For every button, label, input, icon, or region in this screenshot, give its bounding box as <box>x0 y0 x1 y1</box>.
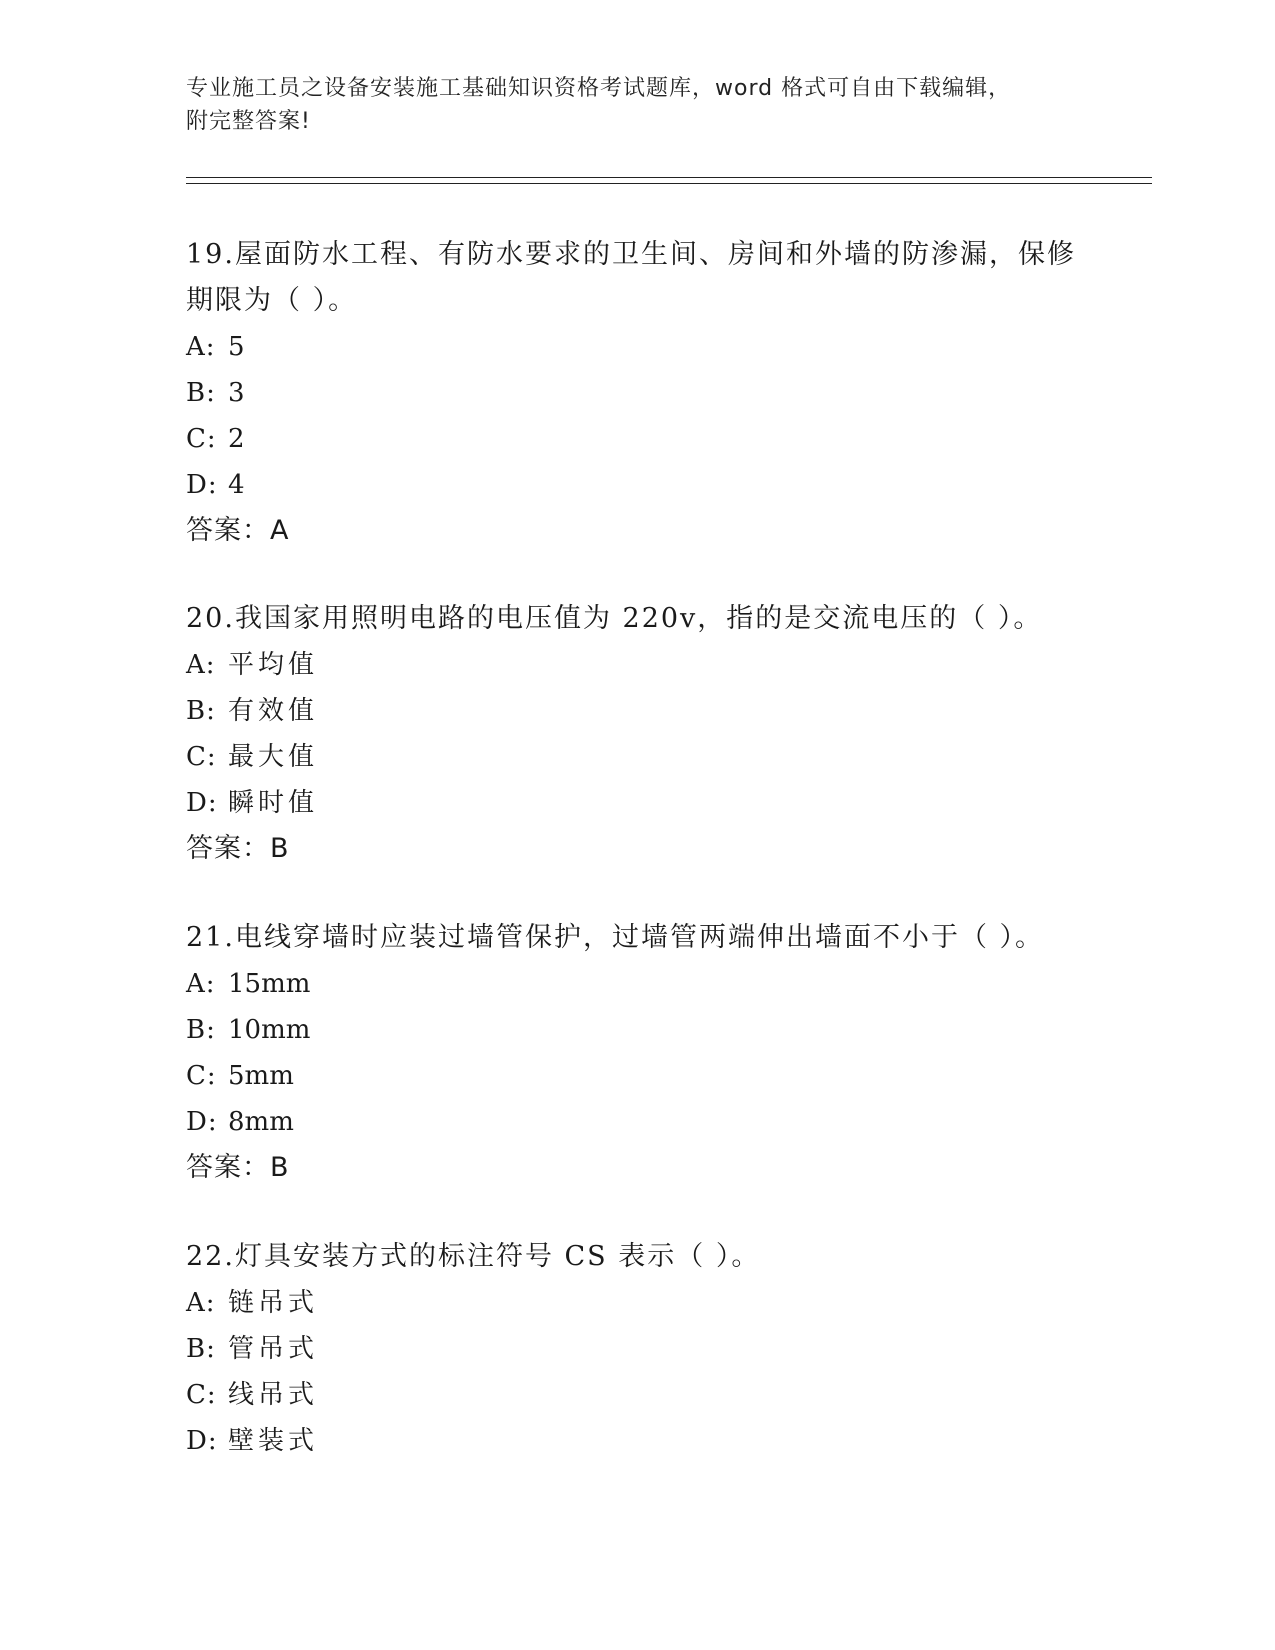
option-c <box>186 416 1086 462</box>
option-value: 10mm <box>228 1015 311 1045</box>
option-value: 有效值 <box>228 696 319 726</box>
option-letter: B: <box>186 1015 216 1045</box>
header-line-2: 附完整答案! <box>186 109 311 134</box>
option-a <box>186 324 1086 370</box>
option-a <box>186 961 1086 1007</box>
option-letter: C: <box>186 1380 217 1410</box>
option-value: 链吊式 <box>228 1288 319 1318</box>
answer: 答案：B <box>186 1152 290 1183</box>
option-b <box>186 1007 1086 1053</box>
option-letter: C: <box>186 1061 217 1091</box>
option-value: 壁装式 <box>228 1426 319 1456</box>
option-value: 最大值 <box>228 742 319 772</box>
question-text: 21.电线穿墙时应装过墙管保护，过墙管两端伸出墙面不小于（ ）。 <box>186 922 1045 953</box>
option-value: 3 <box>228 378 249 408</box>
option-value: 15mm <box>228 969 311 999</box>
option-d <box>186 1099 1086 1145</box>
option-letter: A: <box>186 650 216 680</box>
option-letter: A: <box>186 332 216 362</box>
question-text: 19.屋面防水工程、有防水要求的卫生间、房间和外墙的防渗漏，保修 <box>186 239 1076 270</box>
option-value: 5mm <box>228 1061 294 1091</box>
option-value: 5 <box>228 332 249 362</box>
option-letter: B: <box>186 1334 216 1364</box>
option-letter: D: <box>186 470 218 500</box>
option-value: 线吊式 <box>228 1380 319 1410</box>
option-letter: D: <box>186 1107 218 1137</box>
option-value: 4 <box>228 470 249 500</box>
header-divider-bottom <box>186 183 1152 184</box>
option-letter: B: <box>186 696 216 726</box>
option-letter: A: <box>186 1288 216 1318</box>
question-19 <box>186 232 1086 554</box>
option-value: 管吊式 <box>228 1334 319 1364</box>
option-c <box>186 734 1086 780</box>
question-22 <box>186 1234 1086 1464</box>
option-b <box>186 688 1086 734</box>
answer: 答案：A <box>186 515 290 546</box>
option-a <box>186 642 1086 688</box>
option-b <box>186 370 1086 416</box>
option-letter: D: <box>186 788 218 818</box>
question-text: 22.灯具安装方式的标注符号 CS 表示（ ）。 <box>186 1241 761 1272</box>
option-d <box>186 1418 1086 1464</box>
option-value: 2 <box>228 424 249 454</box>
header-divider-top <box>186 177 1152 178</box>
answer: 答案：B <box>186 833 290 864</box>
option-letter: C: <box>186 742 217 772</box>
option-value: 8mm <box>228 1107 294 1137</box>
option-letter: B: <box>186 378 216 408</box>
option-value: 瞬时值 <box>228 788 319 818</box>
option-b <box>186 1326 1086 1372</box>
option-d <box>186 780 1086 826</box>
option-value: 平均值 <box>228 650 319 680</box>
question-20 <box>186 596 1086 872</box>
question-text: 20.我国家用照明电路的电压值为 220v，指的是交流电压的（ ）。 <box>186 603 1043 634</box>
option-c <box>186 1053 1086 1099</box>
question-text-continued: 期限为（ ）。 <box>186 285 358 316</box>
header-line-1: 专业施工员之设备安装施工基础知识资格考试题库，word 格式可自由下载编辑， <box>186 76 1012 101</box>
option-letter: D: <box>186 1426 218 1456</box>
option-a <box>186 1280 1086 1326</box>
option-letter: C: <box>186 424 217 454</box>
option-d <box>186 462 1086 508</box>
question-21 <box>186 915 1086 1191</box>
option-letter: A: <box>186 969 216 999</box>
document-header <box>186 72 1086 138</box>
option-c <box>186 1372 1086 1418</box>
